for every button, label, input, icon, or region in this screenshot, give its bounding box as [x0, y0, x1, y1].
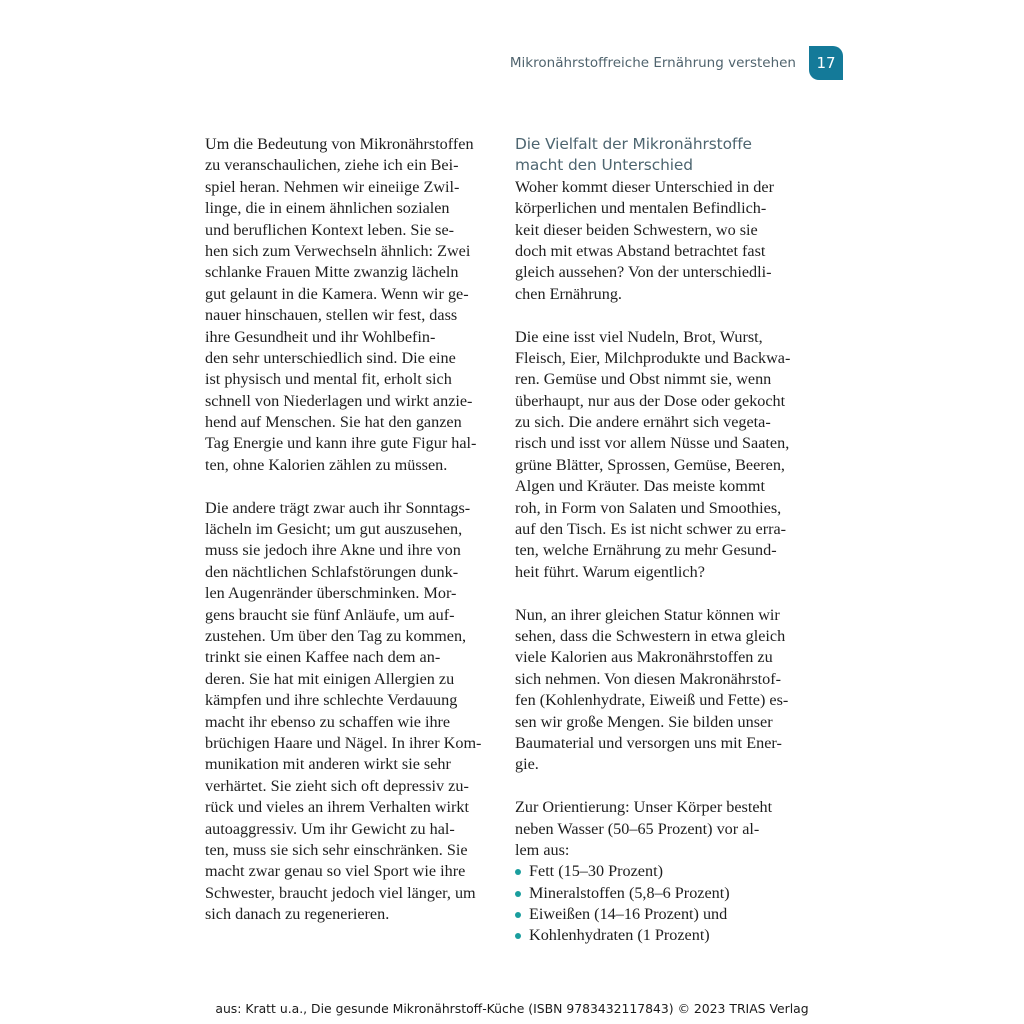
paragraph — [515, 177, 815, 305]
text-line: chen Ernährung. — [515, 284, 622, 303]
text-line: roh, in Form von Salaten und Smoothies, — [515, 498, 782, 517]
text-line: kämpfen und ihre schlechte Verdauung — [205, 691, 458, 710]
text-line: sen wir große Mengen. Sie bilden unser — [515, 712, 773, 731]
text-line: fen (Kohlenhydrate, Eiweiß und Fette) es- — [515, 691, 789, 710]
text-line: auf den Tisch. Es ist nicht schwer zu erra- — [515, 520, 787, 539]
text-line: sich nehmen. Von diesen Makronährstof- — [515, 669, 781, 688]
paragraph — [515, 327, 815, 584]
paragraph-gap — [515, 776, 815, 797]
bullet-item — [515, 861, 815, 882]
text-line: viele Kalorien aus Makronährstoffen zu — [515, 648, 773, 667]
text-line: körperlichen und mentalen Befindlich- — [515, 199, 767, 218]
bullet-text: Mineralstoffen (5,8–6 Prozent) — [529, 883, 730, 902]
bullet-text: Eiweißen (14–16 Prozent) und — [529, 905, 728, 924]
text-line: sich danach zu regenerieren. — [205, 905, 390, 924]
text-line: gens braucht sie fünf Anläufe, um auf- — [205, 605, 455, 624]
text-line: zustehen. Um über den Tag zu kommen, — [205, 626, 467, 645]
text-line: verhärtet. Sie zieht sich oft depressiv zu- — [205, 776, 469, 795]
text-line: ten, welche Ernährung zu mehr Gesund- — [515, 541, 777, 560]
paragraph — [515, 605, 815, 776]
paragraph — [515, 797, 815, 861]
text-line: Die eine isst viel Nudeln, Brot, Wurst, — [515, 327, 763, 346]
text-line: Um die Bedeutung von Mikronährstoffen — [205, 135, 474, 153]
text-line: sehen, dass die Schwestern in etwa gleich — [515, 626, 786, 645]
bullet-list — [515, 861, 815, 947]
text-line: lächeln im Gesicht; um gut auszusehen, — [205, 520, 463, 539]
heading-line: Die Vielfalt der Mikronährstoffe — [515, 135, 752, 153]
text-line: gut gelaunt in die Kamera. Wenn wir ge- — [205, 284, 469, 303]
text-line: macht ihr ebenso zu schaffen wie ihre — [205, 712, 451, 731]
footer-citation: aus: Kratt u.a., Die gesunde Mikronährstoff-Küche (ISBN 9783432117843) © 2023 TRIAS Verlag — [215, 1001, 809, 1016]
bullet-dot-icon — [515, 933, 521, 939]
paragraph-gap — [205, 476, 495, 497]
bullet-text: Kohlenhydraten (1 Prozent) — [529, 926, 710, 945]
text-line: hen sich zum Verwechseln ähnlich: Zwei — [205, 241, 471, 260]
text-line: Fleisch, Eier, Milchprodukte und Backwa- — [515, 348, 791, 367]
bullet-text: Fett (15–30 Prozent) — [529, 862, 663, 881]
heading-line: macht den Unterschied — [515, 156, 693, 175]
text-line: autoaggressiv. Um ihr Gewicht zu hal- — [205, 819, 455, 838]
text-line: Nun, an ihrer gleichen Statur können wir — [515, 605, 780, 624]
paragraph-gap — [515, 305, 815, 326]
text-line: schnell von Niederlagen und wirkt anzie- — [205, 391, 473, 410]
paragraph-gap — [515, 583, 815, 604]
text-line: überhaupt, nur aus der Dose oder gekocht — [515, 391, 786, 410]
text-line: gie. — [515, 755, 539, 774]
text-line: trinkt sie einen Kaffee nach dem an- — [205, 648, 441, 667]
text-line: den nächtlichen Schlafstörungen dunk- — [205, 562, 459, 581]
text-line: ten, muss sie sich sehr einschränken. Sie — [205, 840, 468, 859]
bullet-dot-icon — [515, 869, 521, 875]
text-line: keit dieser beiden Schwestern, wo sie — [515, 220, 758, 239]
text-line: ten, ohne Kalorien zählen zu müssen. — [205, 455, 448, 474]
bullet-dot-icon — [515, 891, 521, 897]
page-number-badge: 17 — [809, 46, 843, 80]
text-line: doch mit etwas Abstand betrachtet fast — [515, 241, 766, 260]
paragraph — [205, 134, 495, 476]
bullet-item — [515, 904, 815, 925]
text-line: ist physisch und mental fit, erholt sich — [205, 370, 452, 389]
text-line: Die andere trägt zwar auch ihr Sonntags- — [205, 498, 471, 517]
text-line: deren. Sie hat mit einigen Allergien zu — [205, 669, 455, 688]
text-line: Algen und Kräuter. Das meiste kommt — [515, 477, 765, 496]
text-line: nauer hinschauen, stellen wir fest, dass — [205, 306, 458, 325]
text-line: brüchigen Haare und Nägel. In ihrer Kom- — [205, 733, 482, 752]
text-line: Schwester, braucht jedoch viel länger, um — [205, 883, 476, 902]
text-line: und beruflichen Kontext leben. Sie se- — [205, 220, 455, 239]
text-line: spiel heran. Nehmen wir eineiige Zwil- — [205, 177, 460, 196]
right-column — [515, 134, 815, 947]
bullet-dot-icon — [515, 912, 521, 918]
text-line: linge, die in einem ähnlichen sozialen — [205, 199, 450, 218]
text-line: risch und isst vor allem Nüsse und Saaten, — [515, 434, 790, 453]
text-line: muss sie jedoch ihre Akne und ihre von — [205, 541, 461, 560]
text-line: rück und vieles an ihrem Verhalten wirkt — [205, 798, 470, 817]
text-line: macht zwar genau so viel Sport wie ihre — [205, 862, 466, 881]
bullet-item — [515, 925, 815, 946]
text-line: ren. Gemüse und Obst nimmt sie, wenn — [515, 370, 772, 389]
text-line: heit führt. Warum eigentlich? — [515, 562, 705, 581]
text-line: hend auf Menschen. Sie hat den ganzen — [205, 413, 462, 432]
text-line: ihre Gesundheit und ihr Wohlbefin- — [205, 327, 436, 346]
text-line: Zur Orientierung: Unser Körper besteht — [515, 798, 773, 817]
bullet-item — [515, 883, 815, 904]
text-line: neben Wasser (50–65 Prozent) vor al- — [515, 819, 760, 838]
text-line: zu sich. Die andere ernährt sich vegeta- — [515, 413, 771, 432]
text-line: gleich aussehen? Von der unterschiedli- — [515, 263, 772, 282]
text-line: grüne Blätter, Sprossen, Gemüse, Beeren, — [515, 455, 785, 474]
text-line: schlanke Frauen Mitte zwanzig lächeln — [205, 263, 459, 282]
text-line: den sehr unterschiedlich sind. Die eine — [205, 348, 456, 367]
paragraph — [205, 498, 495, 926]
text-line: Tag Energie und kann ihre gute Figur hal- — [205, 434, 477, 453]
text-line: zu veranschaulichen, ziehe ich ein Bei- — [205, 156, 459, 175]
text-line: lem aus: — [515, 840, 570, 859]
text-line: Baumaterial und versorgen uns mit Ener- — [515, 733, 782, 752]
text-line: Woher kommt dieser Unterschied in der — [515, 177, 774, 196]
running-head: Mikronährstoffreiche Ernährung verstehen — [509, 55, 796, 71]
text-line: munikation mit anderen wirkt sie sehr — [205, 755, 451, 774]
text-line: len Augenränder überschminken. Mor- — [205, 584, 457, 603]
section-heading — [515, 134, 815, 177]
left-column — [205, 134, 495, 925]
